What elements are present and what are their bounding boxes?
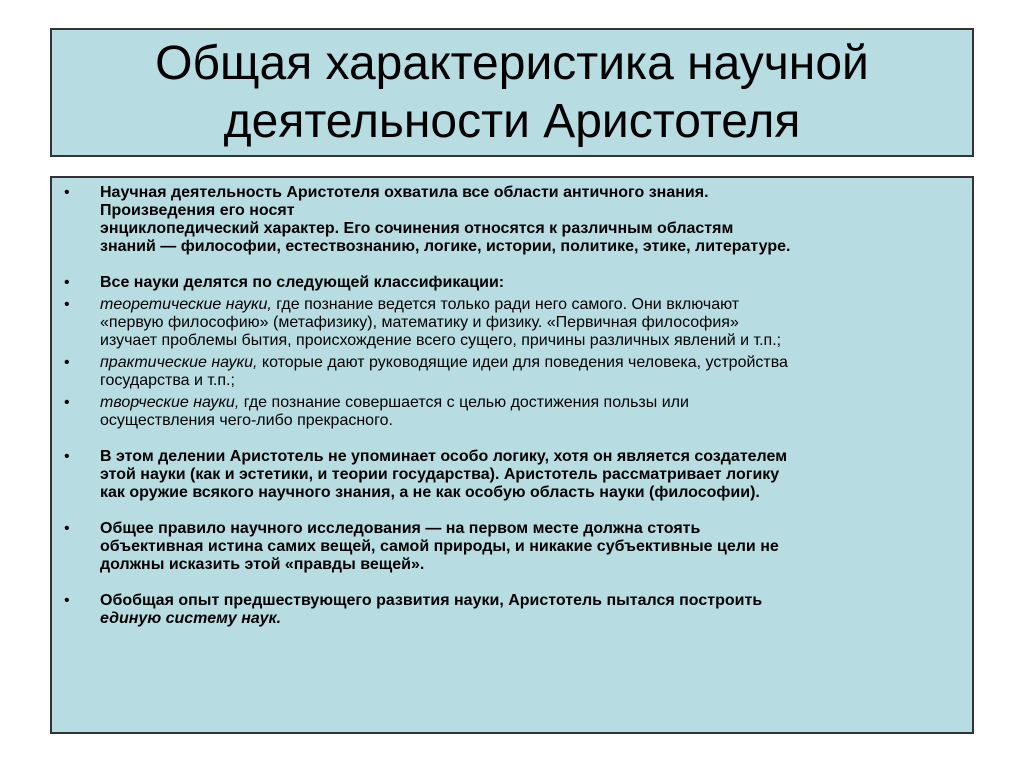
list-item-line: как оружие всякого научного знания, а не как особую область науки (философии).	[100, 484, 760, 501]
content-box	[50, 176, 974, 734]
list-item-line: Все науки делятся по следующей классификации:	[100, 274, 505, 291]
list-item-line: изучает проблемы бытия, происхождение всего сущего, причины различных явлений и т.п.;	[100, 332, 782, 349]
list-item	[62, 592, 964, 628]
title-line-1: Общая характеристика научной	[155, 36, 869, 90]
list-item-text: где познание совершается с целью достижения пользы или	[239, 394, 689, 411]
bullet-icon: •	[64, 274, 70, 291]
list-item	[62, 296, 964, 350]
bullet-icon: •	[64, 184, 70, 201]
italic-term: практические науки,	[100, 354, 258, 371]
list-item	[62, 520, 964, 574]
bullet-list	[62, 184, 964, 628]
page-title	[155, 35, 869, 151]
list-item-line: должны исказить этой «правды вещей».	[100, 556, 425, 573]
italic-term: теоретические науки,	[100, 296, 272, 313]
list-item-line: объективная истина самих вещей, самой природы, и никакие субъективные цели не	[100, 538, 779, 555]
list-item-line	[100, 394, 964, 412]
list-item-line: Общее правило научного исследования — на первом месте должна стоять	[100, 520, 701, 537]
italic-term: творческие науки,	[100, 394, 240, 411]
list-item-text: которые дают руководящие идеи для поведения человека, устройства	[257, 354, 788, 371]
list-item	[62, 394, 964, 430]
list-item	[62, 274, 964, 292]
title-box	[50, 28, 974, 157]
bullet-icon: •	[64, 354, 70, 371]
bullet-icon: •	[64, 394, 70, 411]
list-item-line	[100, 354, 964, 372]
bullet-icon: •	[64, 296, 70, 313]
list-item-line: В этом делении Аристотель не упоминает особо логику, хотя он является создателем	[100, 448, 788, 465]
bullet-icon: •	[64, 520, 70, 537]
bullet-icon: •	[64, 448, 70, 465]
list-item-line: Произведения его носят	[100, 202, 295, 219]
list-item-line	[100, 610, 964, 628]
list-item-line: этой науки (как и эстетики, и теории государства). Аристотель рассматривает логику	[100, 466, 780, 483]
italic-term: единую систему наук.	[100, 610, 282, 627]
list-item-line: Научная деятельность Аристотеля охватила все области античного знания.	[100, 184, 709, 201]
list-item-line	[100, 296, 964, 314]
list-item-line: энциклопедический характер. Его сочинения относятся к различным областям	[100, 220, 734, 237]
list-item-line: осуществления чего-либо прекрасного.	[100, 412, 393, 429]
list-item-text: где познание ведется только ради него самого. Они включают	[271, 296, 740, 313]
bullet-icon: •	[64, 592, 70, 609]
list-item-line: государства и т.п.;	[100, 372, 235, 389]
list-item	[62, 184, 964, 256]
list-item	[62, 354, 964, 390]
list-item-line: знаний — философии, естествознанию, логике, истории, политике, этике, литературе.	[100, 238, 791, 255]
list-item	[62, 448, 964, 502]
list-item-line: «первую философию» (метафизику), математику и физику. «Первичная философия»	[100, 314, 739, 331]
list-item-line: Обобщая опыт предшествующего развития науки, Аристотель пытался построить	[100, 592, 763, 609]
title-line-2: деятельности Аристотеля	[223, 94, 801, 148]
